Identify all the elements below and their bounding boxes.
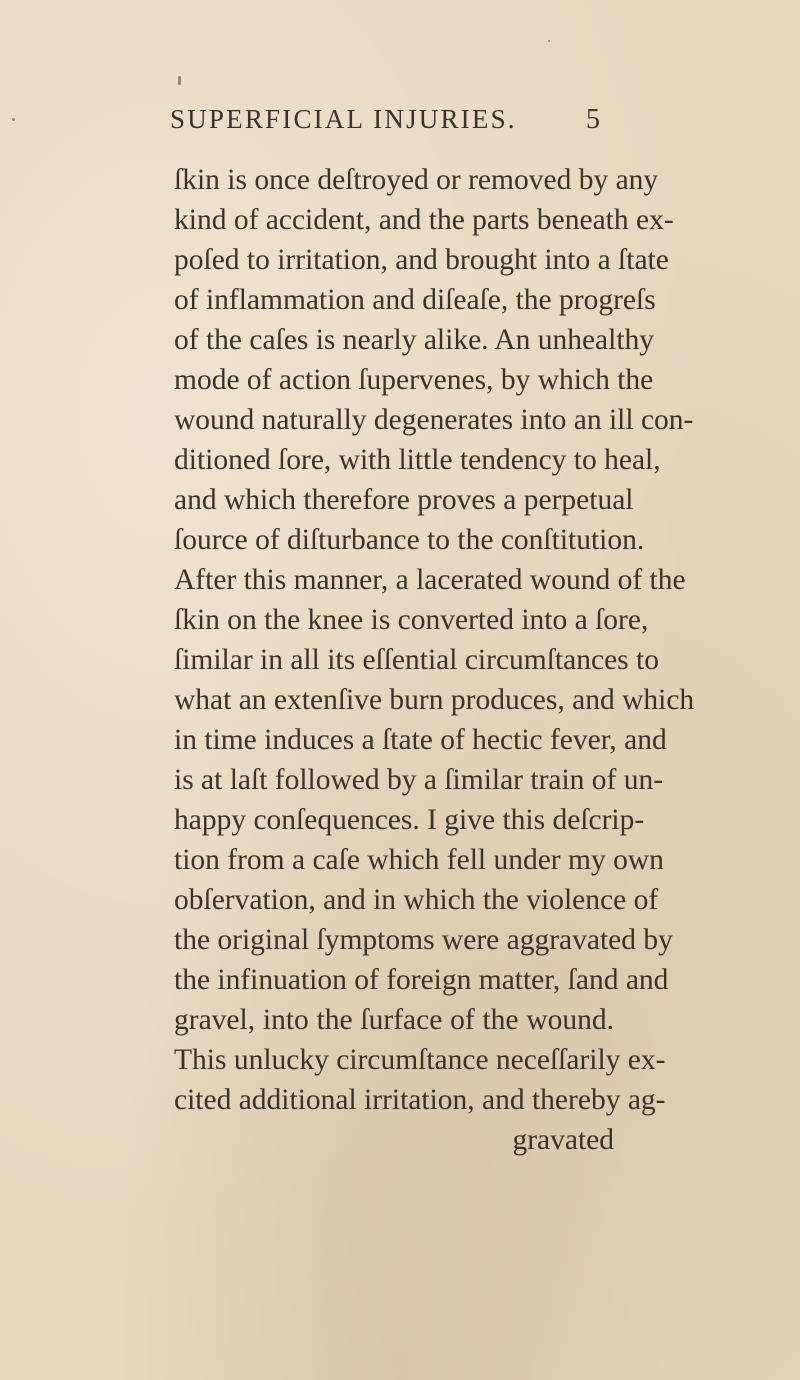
text-line: of inflammation and diſeaſe, the progreſs xyxy=(174,284,656,316)
text-line: mode of action ſupervenes, by which the xyxy=(174,364,654,396)
text-line: After this manner, a lacerated wound of the xyxy=(174,564,686,596)
text-line: ditioned ſore, with little tendency to heal, xyxy=(174,444,661,476)
text-line: happy conſequences. I give this deſcrip- xyxy=(174,804,645,836)
ink-speck xyxy=(548,40,550,42)
text-line: ſource of diſturbance to the conſtitution. xyxy=(174,524,645,556)
text-line: obſervation, and in which the violence of xyxy=(174,884,659,916)
text-line: This unlucky circumſtance neceſſarily ex- xyxy=(174,1044,666,1076)
text-line: kind of accident, and the parts beneath ex- xyxy=(174,204,674,236)
running-title: SUPERFICIAL INJURIES. xyxy=(170,104,517,134)
text-line: gravel, into the ſurface of the wound. xyxy=(174,1004,614,1036)
text-line: is at laſt followed by a ſimilar train of un- xyxy=(174,764,664,796)
text-line: poſed to irritation, and brought into a ſtate xyxy=(174,244,669,276)
text-line: wound naturally degenerates into an ill con- xyxy=(174,404,694,436)
text-line: the infinuation of foreign matter, ſand and xyxy=(174,964,669,996)
ink-speck xyxy=(178,76,181,85)
text-line: the original ſymptoms were aggravated by xyxy=(174,924,673,956)
page-number: 5 xyxy=(586,104,600,135)
text-line: ſimilar in all its eſſential circumſtances to xyxy=(174,644,659,676)
text-line: of the caſes is nearly alike. An unhealthy xyxy=(174,324,655,356)
ink-speck xyxy=(12,118,15,121)
text-line: ſkin on the knee is converted into a ſore, xyxy=(174,604,649,636)
text-line: ſkin is once deſtroyed or removed by any xyxy=(174,164,659,196)
text-line: in time induces a ſtate of hectic fever, and xyxy=(174,724,667,756)
text-line: tion from a caſe which fell under my own xyxy=(174,844,664,876)
text-line: what an extenſive burn produces, and which xyxy=(174,684,695,716)
text-line: cited additional irritation, and thereby ag- xyxy=(174,1084,666,1116)
text-line: and which therefore proves a perpetual xyxy=(174,484,634,516)
running-head xyxy=(170,104,600,140)
catchword: gravated xyxy=(512,1124,614,1156)
